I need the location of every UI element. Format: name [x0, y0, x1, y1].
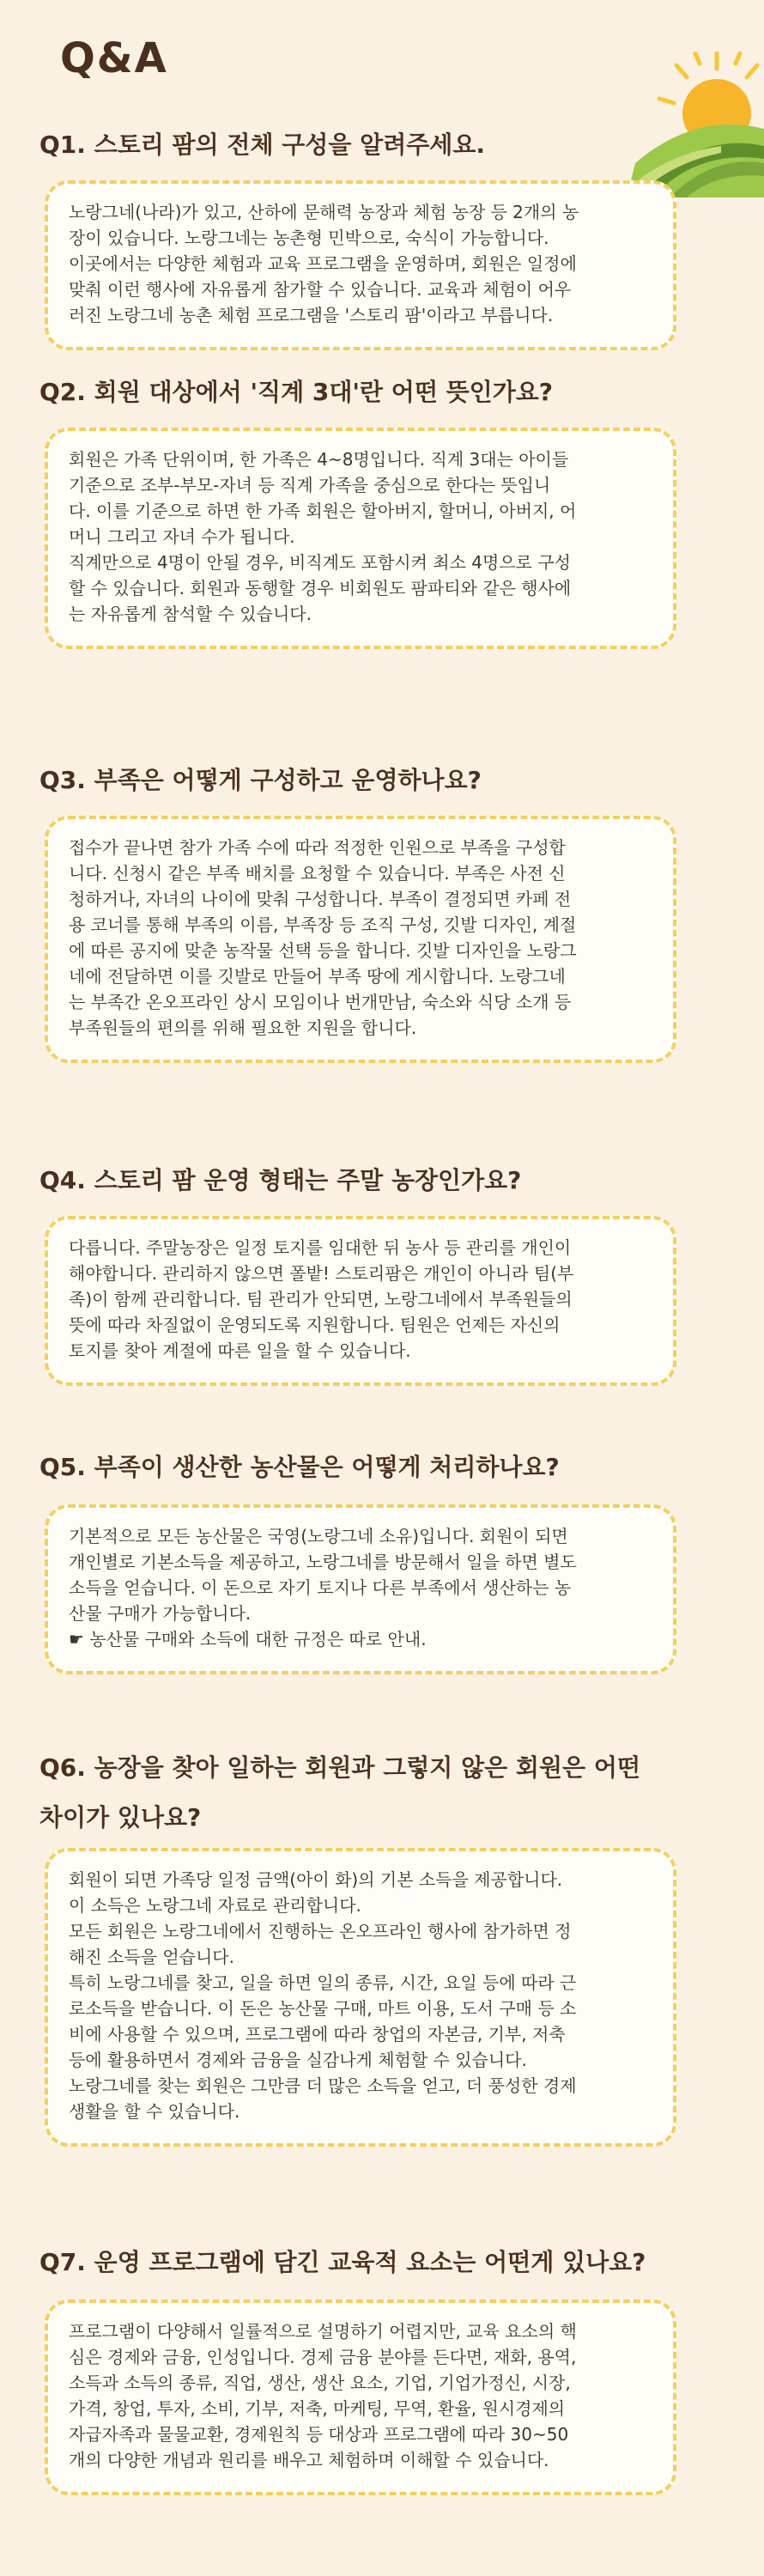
answer-line: 니다. 신청시 같은 부족 배치를 요청할 수 있습니다. 부족은 사전 신	[69, 863, 566, 884]
answer-line: 는 부족간 온오프라인 상시 모임이나 번개만남, 숙소와 식당 소개 등	[69, 992, 572, 1012]
question-line: Q4. 스토리 팜 운영 형태는 주말 농장인가요?	[39, 1166, 522, 1194]
answer-box-4	[45, 1216, 676, 1386]
answer-line: 등에 활용하면서 경제와 금융을 실감나게 체험할 수 있습니다.	[69, 2050, 527, 2070]
answer-line: 기본적으로 모든 농산물은 국영(노랑그네 소유)입니다. 회원이 되면	[69, 1526, 568, 1546]
answer-box-6	[45, 1848, 676, 2147]
question-5	[39, 1443, 726, 1492]
answer-line: 청하거나, 자녀의 나이에 맞춰 구성합니다. 부족이 결정되면 카페 전	[69, 889, 572, 909]
answer-line: 에 따른 공지에 맞춘 농작물 선택 등을 합니다. 깃발 디자인을 노랑그	[69, 940, 577, 961]
answer-line: 개의 다양한 개념과 원리를 배우고 체험하며 이해할 수 있습니다.	[69, 2450, 549, 2470]
answer-line: 로소득을 받습니다. 이 돈은 농산물 구매, 마트 이용, 도서 구매 등 소	[69, 1998, 577, 2019]
answer-line: 프로그램이 다양해서 일률적으로 설명하기 어렵지만, 교육 요소의 핵	[69, 2321, 577, 2342]
question-line: Q3. 부족은 어떻게 구성하고 운영하나요?	[39, 766, 482, 794]
answer-line: 이곳에서는 다양한 체험과 교육 프로그램을 운영하며, 회원은 일정에	[69, 253, 577, 274]
answer-line: 직계만으로 4명이 안될 경우, 비직계도 포함시켜 최소 4명으로 구성	[69, 552, 571, 573]
answer-line: 부족원들의 편의를 위해 필요한 지원을 합니다.	[69, 1018, 417, 1038]
page-title: Q&A	[60, 34, 168, 82]
answer-line: 회원은 가족 단위이며, 한 가족은 4~8명입니다. 직계 3대는 아이들	[69, 449, 569, 470]
answer-line: 개인별로 기본소득을 제공하고, 노랑그네를 방문해서 일을 하면 별도	[69, 1552, 577, 1572]
question-line: Q1. 스토리 팜의 전체 구성을 알려주세요.	[39, 131, 486, 159]
answer-line: 다릅니다. 주말농장은 일정 토지를 임대한 뒤 농사 등 관리를 개인이	[69, 1237, 572, 1258]
answer-line: 장이 있습니다. 노랑그네는 농촌형 민박으로, 숙식이 가능합니다.	[69, 228, 549, 248]
answer-line: 기준으로 조부-부모-자녀 등 직계 가족을 중심으로 한다는 뜻입니	[69, 475, 551, 495]
answer-box-5	[45, 1504, 676, 1674]
answer-line: 이 소득은 노랑그네 자료로 관리합니다.	[69, 1895, 361, 1916]
question-line: Q5. 부족이 생산한 농산물은 어떻게 처리하나요?	[39, 1453, 560, 1481]
answer-line: 생활을 할 수 있습니다.	[69, 2101, 240, 2122]
answer-line: 족)이 함께 관리합니다. 팀 관리가 안되면, 노랑그네에서 부족원들의	[69, 1289, 573, 1309]
answer-box-7	[45, 2300, 676, 2495]
answer-line: ☛ 농산물 구매와 소득에 대한 규정은 따로 안내.	[69, 1629, 427, 1649]
answer-line: 맞춰 이런 행사에 자유롭게 참가할 수 있습니다. 교육과 체험이 어우	[69, 279, 572, 300]
answer-line: 접수가 끝나면 참가 가족 수에 따라 적정한 인원으로 부족을 구성합	[69, 837, 566, 858]
answer-line: 회원이 되면 가족당 일정 금액(아이 화)의 기본 소득을 제공합니다.	[69, 1869, 563, 1890]
question-7	[39, 2238, 726, 2287]
answer-line: 심은 경제와 금융, 인성입니다. 경제 금융 분야를 든다면, 재화, 용역,	[69, 2347, 577, 2367]
question-line: Q6. 농장을 찾아 일하는 회원과 그렇지 않은 회원은 어떤	[39, 1753, 640, 1782]
answer-line: 산물 구매가 가능합니다.	[69, 1603, 252, 1624]
answer-line: 비에 사용할 수 있으며, 프로그램에 따라 창업의 자본금, 기부, 저축	[69, 2024, 566, 2044]
answer-line: 노랑그네(나라)가 있고, 산하에 문해력 농장과 체험 농장 등 2개의 농	[69, 202, 579, 222]
question-line: 차이가 있나요?	[39, 1803, 202, 1832]
question-line: Q7. 운영 프로그램에 담긴 교육적 요소는 어떤게 있나요?	[39, 2248, 646, 2276]
answer-line: 가격, 창업, 투자, 소비, 기부, 저축, 마케팅, 무역, 환율, 원시경제의	[69, 2398, 566, 2419]
answer-line: 머니 그리고 자녀 수가 됩니다.	[69, 526, 295, 547]
answer-box-1	[45, 180, 676, 350]
question-2	[39, 368, 726, 417]
answer-line: 노랑그네를 찾는 회원은 그만큼 더 많은 소득을 얻고, 더 풍성한 경제	[69, 2075, 577, 2096]
answer-line: 토지를 찾아 계절에 따른 일을 할 수 있습니다.	[69, 1340, 411, 1361]
answer-line: 모든 회원은 노랑그네에서 진행하는 온오프라인 행사에 참가하면 정	[69, 1921, 572, 1941]
answer-line: 는 자유롭게 참석할 수 있습니다.	[69, 604, 312, 624]
answer-line: 다. 이를 기준으로 하면 한 가족 회원은 할아버지, 할머니, 아버지, 어	[69, 501, 577, 521]
answer-line: 뜻에 따라 차질없이 운영되도록 지원합니다. 팀원은 언제든 자신의	[69, 1315, 561, 1335]
answer-line: 해야합니다. 관리하지 않으면 폴밭! 스토리팜은 개인이 아니라 팀(부	[69, 1263, 574, 1284]
answer-line: 소득을 얻습니다. 이 돈으로 자기 토지나 다른 부족에서 생산하는 농	[69, 1577, 572, 1598]
answer-box-2	[45, 428, 676, 649]
answer-box-3	[45, 816, 676, 1063]
answer-line: 러진 노랑그네 농촌 체험 프로그램을 '스토리 팜'이라고 부릅니다.	[69, 305, 554, 325]
answer-line: 할 수 있습니다. 회원과 동행할 경우 비회원도 팜파티와 같은 행사에	[69, 578, 572, 598]
question-6	[39, 1743, 726, 1843]
answer-line: 특히 노랑그네를 찾고, 일을 하면 일의 종류, 시간, 요일 등에 따라 근	[69, 1972, 577, 1993]
answer-line: 네에 전달하면 이를 깃발로 만들어 부족 땅에 게시합니다. 노랑그네	[69, 966, 566, 987]
question-4	[39, 1156, 726, 1206]
question-3	[39, 756, 726, 805]
answer-line: 용 코너를 통해 부족의 이름, 부족장 등 조직 구성, 깃발 디자인, 계절	[69, 914, 577, 935]
answer-line: 해진 소득을 얻습니다.	[69, 1947, 234, 1967]
question-1	[39, 120, 726, 170]
answer-line: 자급자족과 물물교환, 경제원칙 등 대상과 프로그램에 따라 30~50	[69, 2424, 569, 2445]
answer-line: 소득과 소득의 종류, 직업, 생산, 생산 요소, 기업, 기업가정신, 시장,	[69, 2372, 571, 2393]
question-line: Q2. 회원 대상에서 '직계 3대'란 어떤 뜻인가요?	[39, 378, 554, 406]
